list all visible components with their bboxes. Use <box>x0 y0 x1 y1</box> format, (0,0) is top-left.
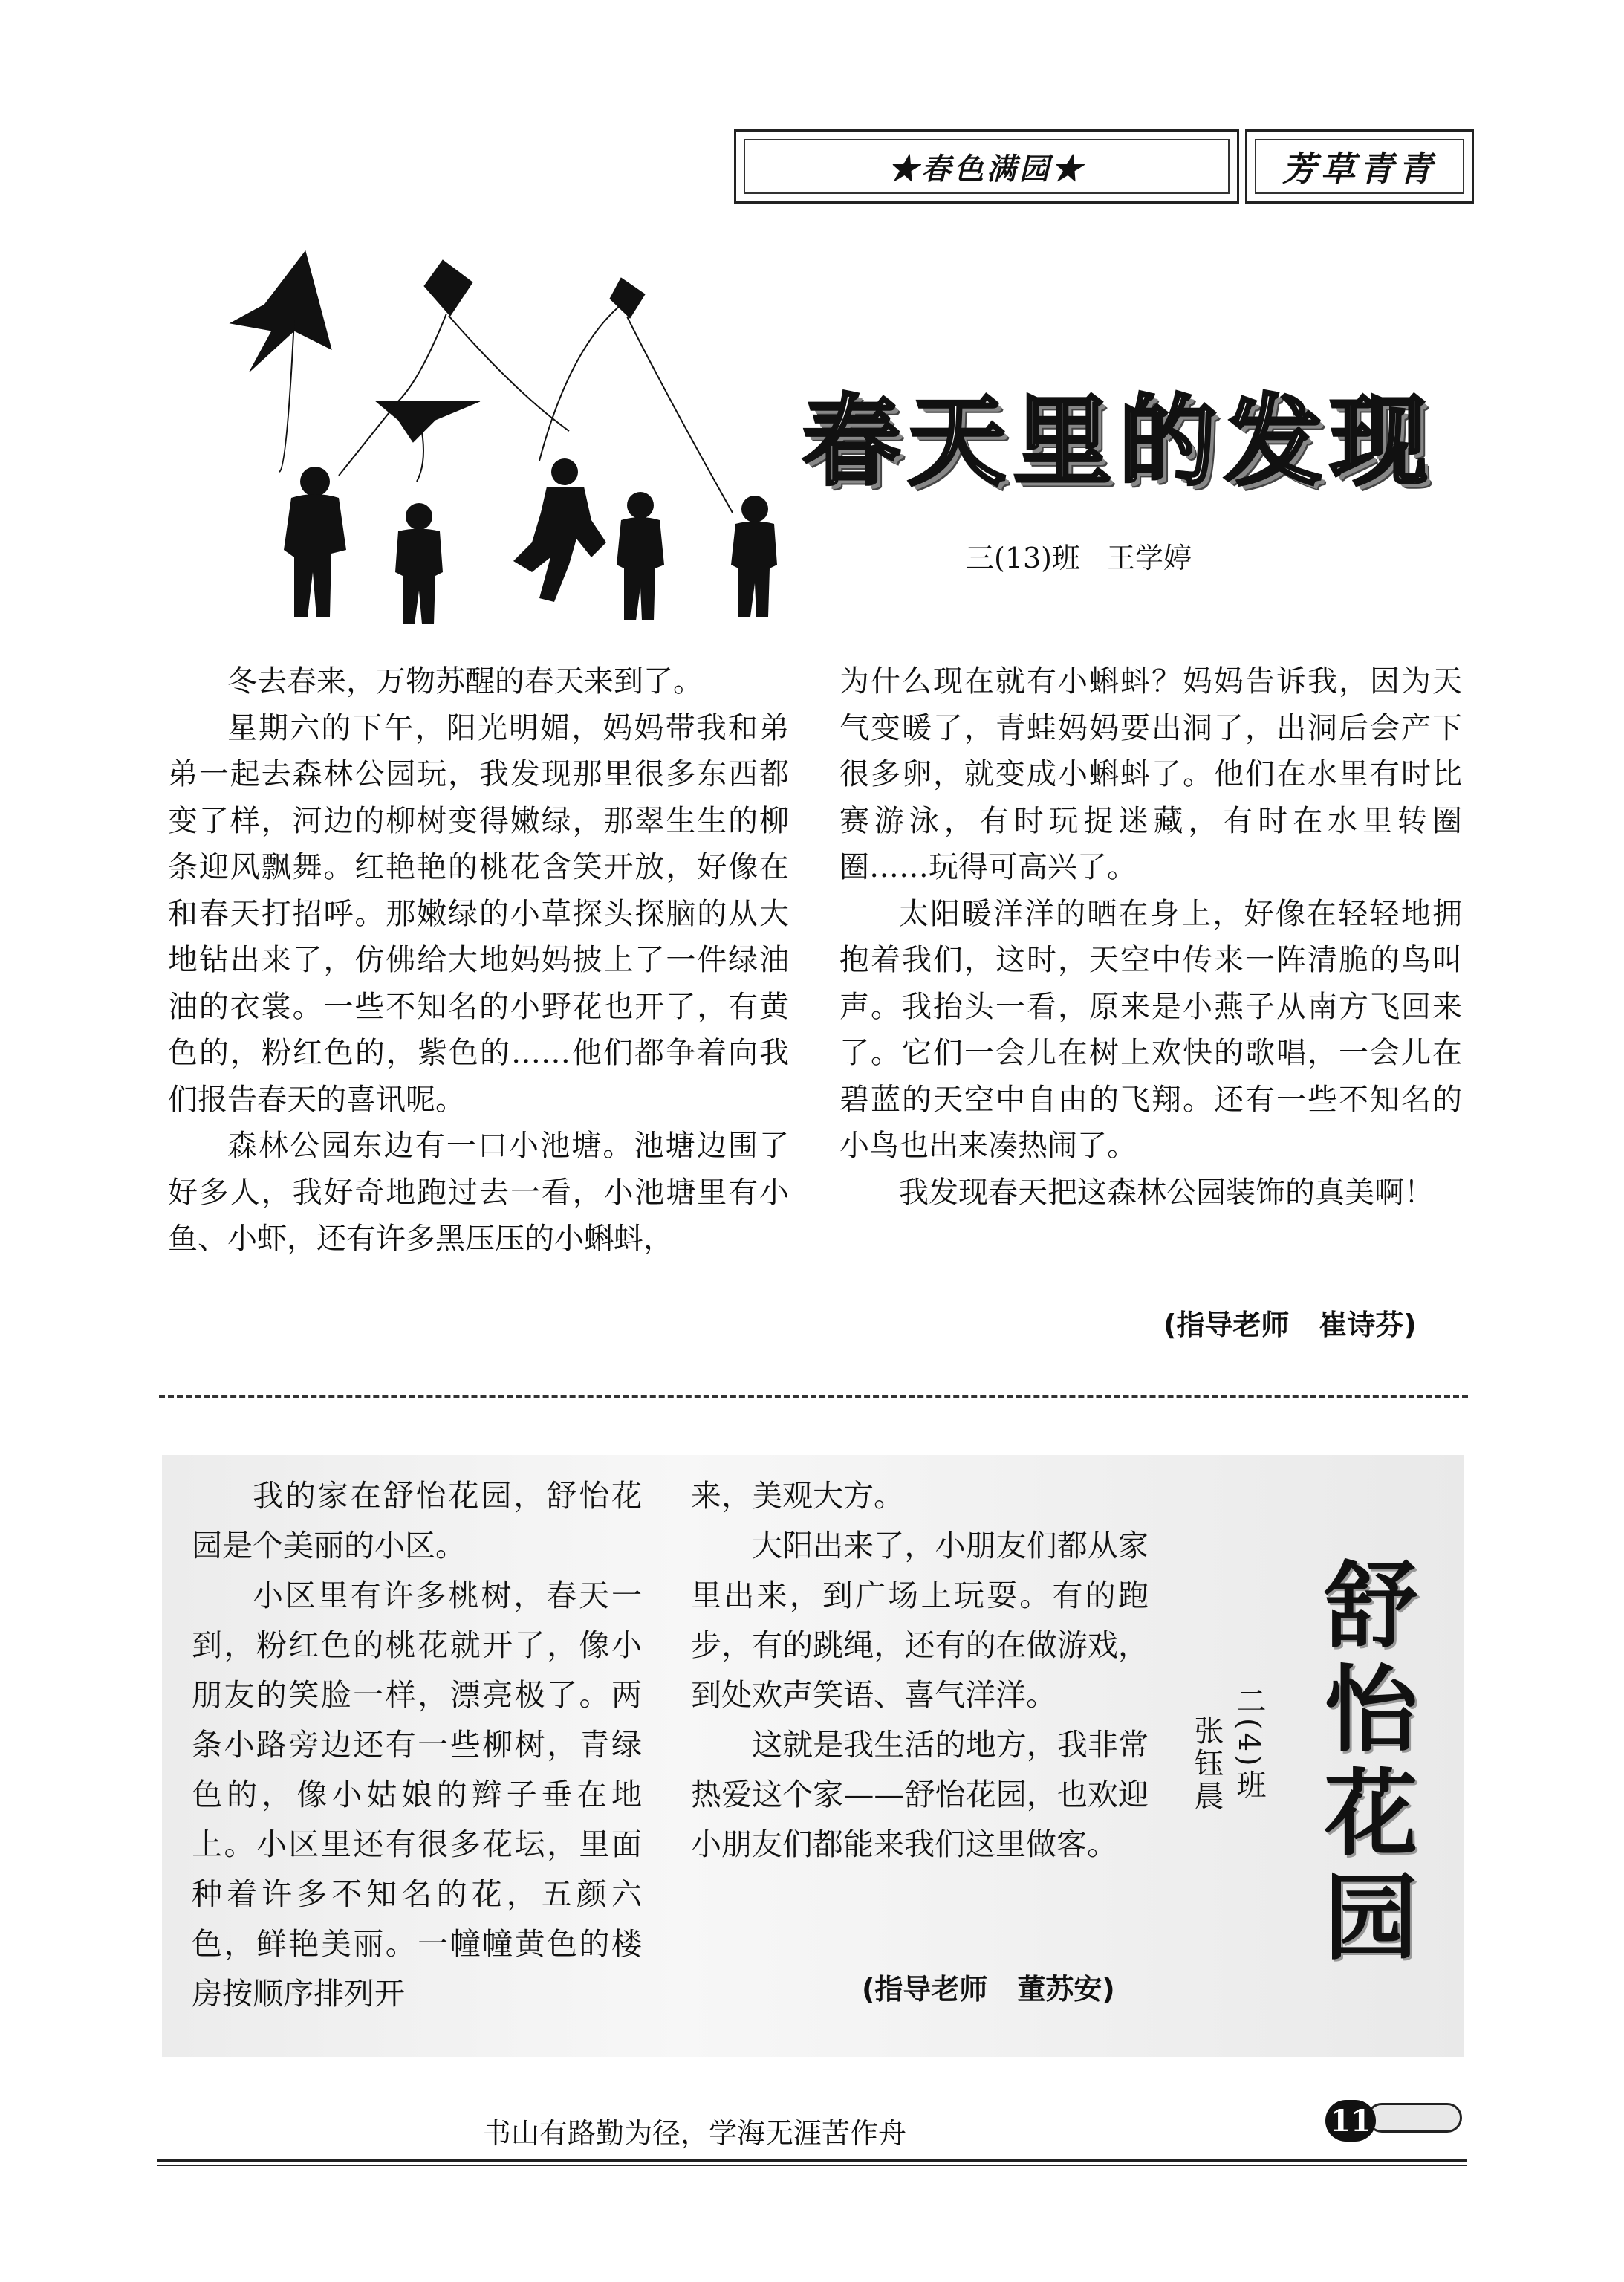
article-title: 春天里的发现 <box>802 384 1435 499</box>
byline <box>1189 1685 1270 1813</box>
kite-shape <box>230 251 331 372</box>
advisor-label: (指导老师 <box>862 1973 988 2006</box>
section-header <box>734 129 1239 204</box>
kite-flying-children-illustration <box>220 245 814 624</box>
paragraph: 为什么现在就有小蝌蚪？妈妈告诉我，因为天气变暖了，青蛙妈妈要出洞了，出洞后会产下很多卵，就变成小蝌蚪了。他们在水里有时比赛游泳，有时玩捉迷藏，有时在水里转圈圈……玩得可高兴了。 <box>839 664 1462 884</box>
page-number: 11 <box>1325 2100 1376 2142</box>
footer-rule-thin <box>157 2165 1467 2166</box>
advisor-name: 崔诗芬) <box>1319 1309 1417 1341</box>
article-column-right <box>839 658 1462 1216</box>
article-column-left <box>192 1471 642 2019</box>
paragraph: 小区里有许多桃树，春天一到，粉红色的桃花就开了，像小朋友的笑脸一样，漂亮极了。两条小路旁边还有一些柳树，青绿色的，像小姑娘的辫子垂在地上。小区里还有很多花坛，里面种着许多不知名的花，五颜六色，鲜艳美丽。一幢幢黄色的楼房按顺序排列开 <box>192 1578 642 2012</box>
dashed-divider <box>159 1395 1468 1398</box>
advisor-credit <box>1163 1302 1417 1343</box>
byline-author: 王学婷 <box>1107 542 1192 574</box>
paragraph: 太阳暖洋洋的晒在身上，好像在轻轻地拥抱着我们，这时，天空中传来一阵清脆的鸟叫声。我抬头一看，原来是小燕子从南方飞回来了。它们一会儿在树上欢快的歌唱，一会儿在碧蓝的天空中自由的飞翔。还有一些不知名的小鸟也出来凑热闹了。 <box>839 896 1462 1163</box>
paragraph: 我的家在舒怡花园，舒怡花园是个美丽的小区。 <box>192 1478 642 1563</box>
child-silhouette <box>617 492 664 620</box>
page-tab <box>1367 2103 1462 2133</box>
footer-rule <box>157 2159 1467 2162</box>
advisor-credit <box>862 1966 1115 2007</box>
footer-motto: 书山有路勤为径，学海无涯苦作舟 <box>483 2117 907 2150</box>
byline-class: 三(13)班 <box>966 542 1081 574</box>
child-silhouette <box>395 503 443 624</box>
child-silhouette <box>513 458 606 602</box>
kite-shape <box>610 278 645 318</box>
article-title: 舒怡花园 <box>1309 1556 1419 1972</box>
paragraph: 星期六的下午，阳光明媚，妈妈带我和弟弟一起去森林公园玩，我发现那里很多东西都变了样，河边的柳树变得嫩绿，那翠生生的柳条迎风飘舞。红艳艳的桃花含笑开放，好像在和春天打招呼。那嫩绿的小草探头探脑的从大地钻出来了，仿佛给大地妈妈披上了一件绿油油的衣裳。一些不知名的小野花也开了，有黄色的，粉红色的，紫色的……他们都争着向我们报告春天的喜讯呢。 <box>168 710 789 1117</box>
child-silhouette <box>731 496 777 617</box>
paragraph: 冬去春来，万物苏醒的春天来到了。 <box>227 664 703 698</box>
paragraph: 这就是我生活的地方，我非常热爱这个家——舒怡花园，也欢迎小朋友们都能来我们这里做客。 <box>691 1727 1149 1862</box>
byline-class: 二(4)班 <box>1232 1685 1266 1802</box>
section-label: ★春色满园★ <box>889 151 1085 187</box>
kite-shape <box>376 401 480 442</box>
advisor-label: (指导老师 <box>1163 1309 1290 1341</box>
paragraph: 来，美观大方。 <box>691 1478 904 1514</box>
kite-shape <box>424 260 472 316</box>
article-column-left <box>168 658 789 1262</box>
byline-author: 张钰晨 <box>1189 1715 1224 1813</box>
byline <box>966 535 1192 576</box>
paragraph: 我发现春天把这森林公园装饰的真美啊！ <box>899 1175 1434 1210</box>
article-column-right <box>691 1471 1149 1870</box>
column-header <box>1245 129 1474 204</box>
paragraph: 大阳出来了，小朋友们都从家里出来，到广场上玩耍。有的跑步，有的跳绳，还有的在做游戏，到处欢声笑语、喜气洋洋。 <box>691 1528 1149 1713</box>
advisor-name: 董苏安) <box>1017 1973 1115 2006</box>
column-label: 芳草青青 <box>1282 149 1437 189</box>
paragraph: 森林公园东边有一口小池塘。池塘边围了好多人，我好奇地跑过去一看，小池塘里有小鱼、小虾，还有许多黑压压的小蝌蚪， <box>168 1129 789 1256</box>
child-silhouette <box>284 467 346 617</box>
